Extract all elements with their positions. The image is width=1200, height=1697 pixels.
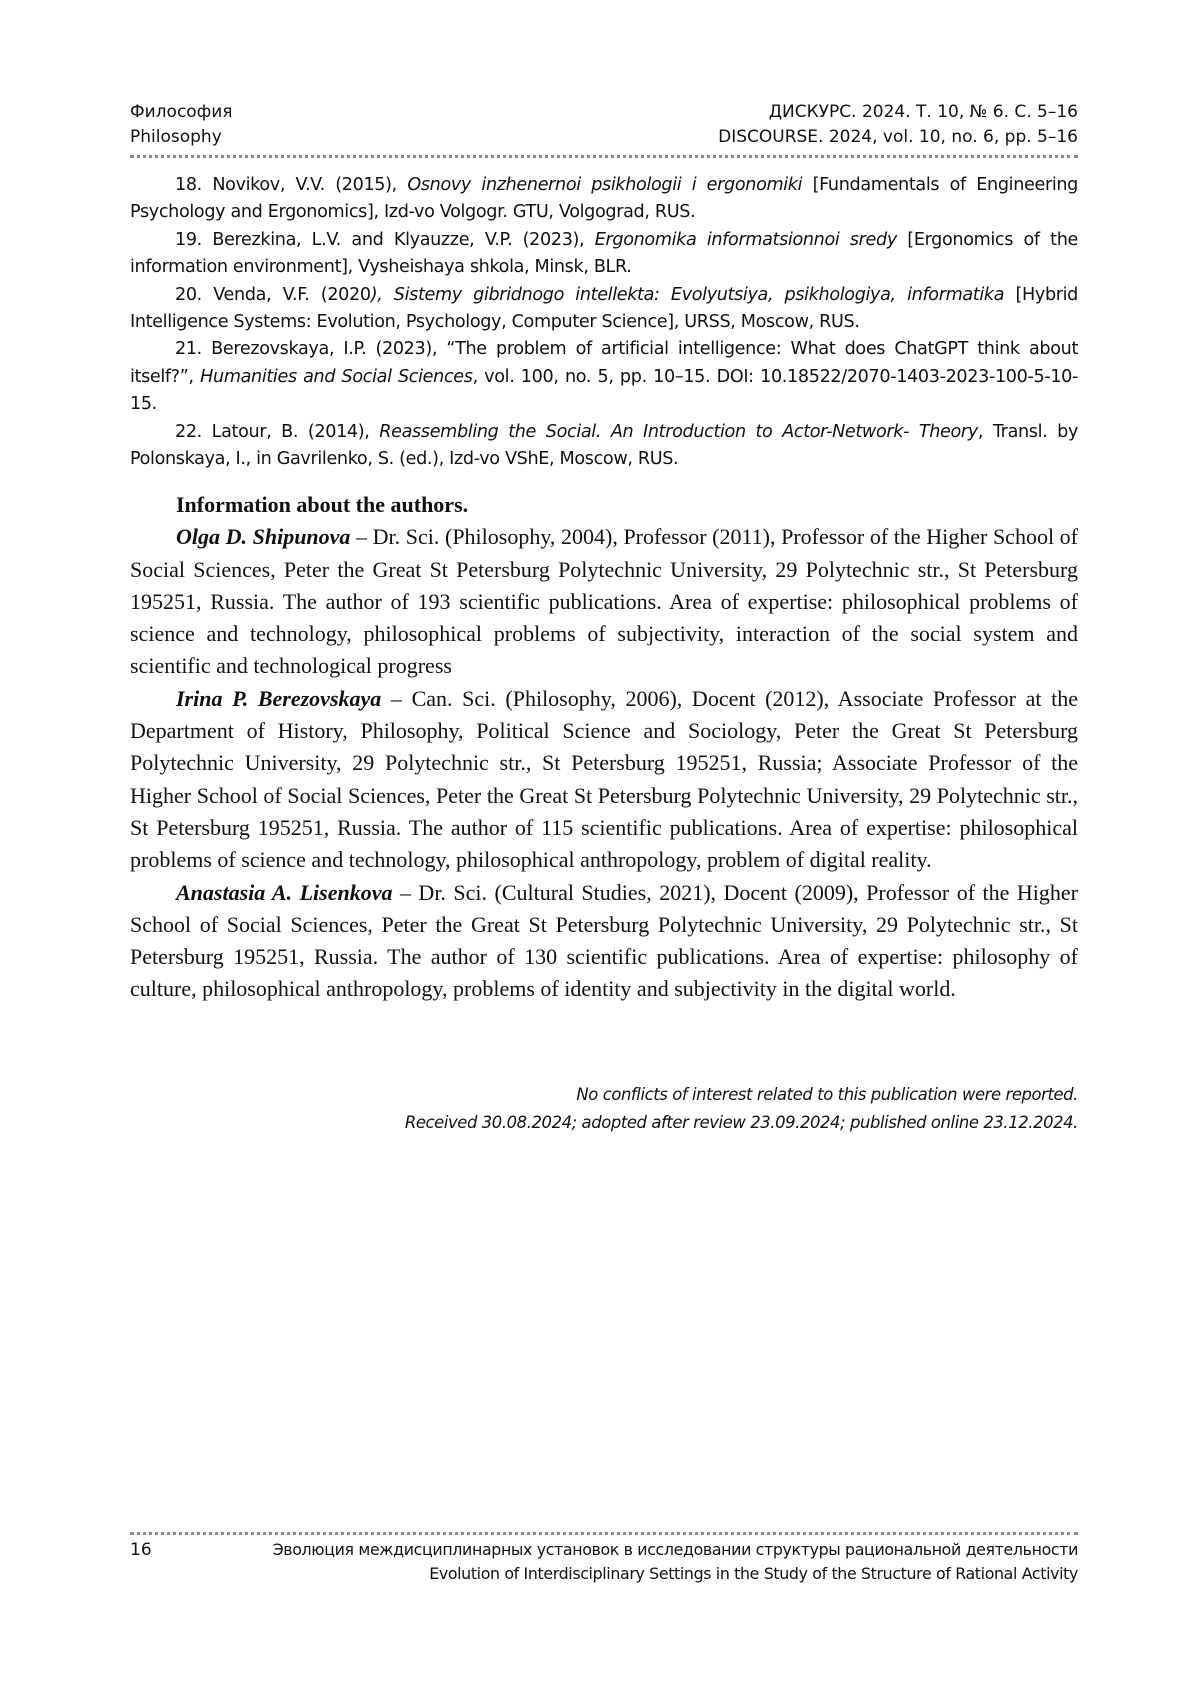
reference-item: 20. Venda, V.F. (2020), Sistemy gibridnogo intellekta: Evolyutsiya, psikhologiya, informatika [Hybrid Intelligence Systems: Evolution, Psychology, Computer Science], URSS, Moscow, RUS. (130, 284, 1078, 333)
reference-title: Osnovy inzhenernoi psikhologii i ergonomiki (407, 175, 803, 195)
author-entry: Anastasia A. Lisenkova – Dr. Sci. (Cultural Studies, 2021), Docent (2009), Professor of the Higher School of Social Sciences, Peter the Great St Petersburg Polytechnic University, 29 Polytechnic str., St Petersburg 195251, Russia. The author of 130 scientific publications. Area of expertise: philosophy of culture, philosophical anthropology, problems of identity and subjectivity in the digital world. (130, 879, 1078, 1002)
authors-heading: Information about the authors. (176, 492, 469, 517)
reference-list (130, 172, 1078, 473)
author-name: Anastasia A. Lisenkova (176, 879, 393, 905)
author-entry: Irina P. Berezovskaya – Can. Sci. (Philosophy, 2006), Docent (2012), Associate Professor at the Department of History, Philosophy, Political Science and Sociology, Peter the Great St Petersburg Polytechnic University, 29 Polytechnic str., St Petersburg 195251, Russia; Associate Professor of the Higher School of Social Sciences, Peter the Great St Petersburg Polytechnic University, 29 Polytechnic str., St Petersburg 195251, Russia. The author of 115 scientific publications. Area of expertise: philosophical problems of science and technology, philosophical anthropology, problem of digital reality. (130, 685, 1078, 873)
author-name: Olga D. Shipunova (176, 524, 351, 550)
reference-title: ), Sistemy gibridnogo intellekta: Evolyutsiya, psikhologiya, informatika (370, 284, 1005, 305)
reference-item: 21. Berezovskaya, I.P. (2023), “The problem of artificial intelligence: What does ChatGPT think about itself?”, Humanities and Social Sciences, vol. 100, no. 5, pp. 10–15. DOI: 10.18522/2070-1403-2023-100-5-10-15. (130, 339, 1079, 415)
author-entry: Olga D. Shipunova – Dr. Sci. (Philosophy, 2004), Professor (2011), Professor of the Higher School of Social Sciences, Peter the Great St Petersburg Polytechnic University, 29 Polytechnic str., St Petersburg 195251, Russia. The author of 193 scientific publications. Area of expertise: philosophical problems of science and technology, philosophical problems of subjectivity, interaction of the social system and scientific and technological progress (130, 524, 1078, 679)
header-journal-en: DISCOURSE. 2024, vol. 10, no. 6, pp. 5–16 (718, 127, 1078, 147)
footer-title-en: Evolution of Interdisciplinary Settings in the Study of the Structure of Rational Activity (429, 1564, 1078, 1583)
footer-title-ru: Эволюция междисциплинарных установок в исследовании структуры рациональной деятельности (272, 1540, 1078, 1559)
header-journal-ru: ДИСКУРС. 2024. Т. 10, № 6. С. 5–16 (768, 102, 1078, 122)
page-number: 16 (130, 1540, 152, 1560)
header-divider (130, 155, 1078, 158)
conflict-statement: No conflicts of interest related to this publication were reported. (576, 1085, 1078, 1104)
reference-item: 18. Novikov, V.V. (2015), Osnovy inzhenernoi psikhologii i ergonomiki [Fundamentals of Engineering Psychology and Ergonomics], Izd-vo Volgogr. GTU, Volgograd, RUS. (130, 175, 1078, 223)
reference-title: Ergonomika informatsionnoi sredy (594, 229, 897, 250)
header-section-ru: Философия (130, 102, 233, 122)
reference-item: 19. Berezkina, L.V. and Klyauzze, V.P. (2023), Ergonomika informatsionnoi sredy [Ergonomics of the information environment], Vysheishaya shkola, Minsk, BLR. (130, 229, 1078, 278)
publication-notes (405, 1081, 1078, 1137)
authors-section (130, 489, 1078, 1006)
publication-dates: Received 30.08.2024; adopted after review 23.09.2024; published online 23.12.2024. (404, 1113, 1078, 1132)
reference-title: Humanities and Social Sciences (200, 366, 473, 387)
reference-title: Reassembling the Social. An Introduction to Actor-Network- Theory (379, 421, 978, 442)
footer-divider (130, 1532, 1078, 1535)
header-section-en: Philosophy (130, 127, 222, 147)
reference-item: 22. Latour, B. (2014), Reassembling the Social. An Introduction to Actor-Network- Theory, Transl. by Polonskaya, I., in Gavrilenko, S. (ed.), Izd-vo VShE, Moscow, RUS. (130, 421, 1079, 470)
author-name: Irina P. Berezovskaya (176, 685, 382, 711)
